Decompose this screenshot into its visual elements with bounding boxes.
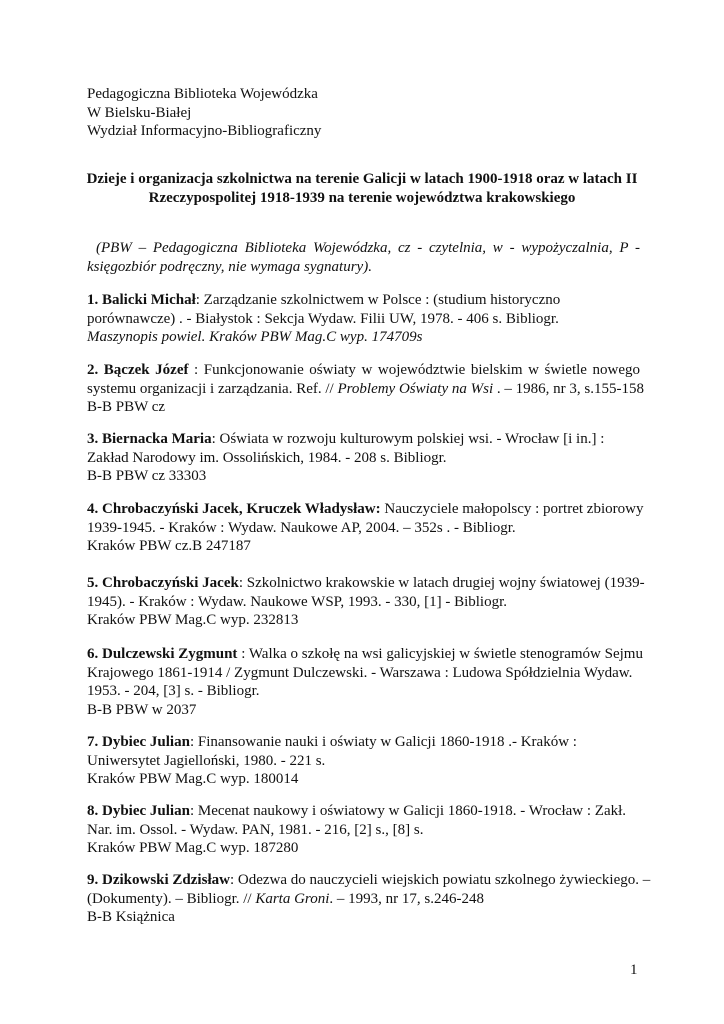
- entry-text: porównawcze) . - Białystok : Sekcja Wydaw. Filii UW, 1978. - 406 s. Bibliogr.: [87, 310, 559, 327]
- entry-author: 8. Dybiec Julian: [87, 803, 190, 819]
- bibliography-entry: [87, 733, 640, 789]
- entry-text: . – 1993, nr 17, s.246-248: [329, 890, 484, 907]
- bibliography-entry: [87, 291, 640, 347]
- entry-text: : Odezwa do nauczycieli wiejskich powiatu szkolnego żywieckiego. –: [229, 872, 651, 888]
- document-title: [60, 170, 664, 207]
- bibliography-entry: [87, 500, 644, 556]
- bibliography-entry: [87, 430, 640, 486]
- entry-location: B-B Książnica: [87, 909, 175, 925]
- entry-text: : Funkcjonowanie oświaty w województwie bielskim w świetle nowego: [188, 362, 640, 378]
- page-number: 1: [630, 962, 638, 978]
- note-line: (PBW – Pedagogiczna Biblioteka Wojewódzka, cz - czytelnia, w - wypożyczalnia, P -: [96, 240, 640, 256]
- entry-text: : Oświata w rozwoju kulturowym polskiej wsi. - Wrocław [i in.] :: [211, 431, 605, 447]
- header-line: Pedagogiczna Biblioteka Wojewódzka: [87, 86, 318, 102]
- entry-author: 1. Balicki Michał: [87, 292, 196, 308]
- entry-text: 1945). - Kraków : Wydaw. Naukowe WSP, 1993. - 330, [1] - Bibliogr.: [87, 593, 508, 610]
- entry-text: 1953. - 204, [3] s. - Bibliogr.: [87, 683, 260, 699]
- entry-location: Kraków PBW Mag.C wyp. 232813: [87, 612, 299, 628]
- note-line: księgozbiór podręczny, nie wymaga sygnatury).: [87, 258, 372, 275]
- entry-text: Uniwersytet Jagielloński, 1980. - 221 s.: [87, 752, 326, 769]
- entry-text: Nauczyciele małopolscy : portret zbiorowy: [380, 501, 644, 517]
- title-line: Rzeczypospolitej 1918-1939 na terenie województwa krakowskiego: [148, 189, 576, 206]
- header-line: Wydział Informacyjno-Bibliograficzny: [87, 123, 322, 139]
- entry-author: 5. Chrobaczyński Jacek: [87, 575, 239, 591]
- entry-text: : Mecenat naukowy i oświatowy w Galicji 1860-1918. - Wrocław : Zakł.: [189, 803, 627, 819]
- entry-text: : Walka o szkołę na wsi galicyjskiej w świetle stenogramów Sejmu: [237, 646, 643, 662]
- entry-author: 3. Biernacka Maria: [87, 431, 212, 447]
- entry-journal: Karta Groni: [255, 890, 330, 907]
- entry-author: 2. Bączek Józef: [87, 362, 189, 378]
- entry-location: B-B PBW cz 33303: [87, 468, 207, 484]
- bibliography-entry: [87, 645, 643, 719]
- entry-author: 4. Chrobaczyński Jacek, Kruczek Władysław:: [87, 501, 381, 517]
- entry-location: Kraków PBW Mag.C wyp. 187280: [87, 840, 299, 856]
- entry-location: Kraków PBW Mag.C wyp. 180014: [87, 771, 299, 787]
- entry-text: : Finansowanie nauki i oświaty w Galicji 1860-1918 .- Kraków :: [189, 734, 577, 750]
- entry-text: Krajowego 1861-1914 / Zygmunt Dulczewski. - Warszawa : Ludowa Spółdzielnia Wydaw.: [87, 664, 633, 681]
- entry-author: 9. Dzikowski Zdzisław: [87, 872, 230, 888]
- entry-location: B-B PBW w 2037: [87, 701, 197, 718]
- entry-author: 6. Dulczewski Zygmunt: [87, 646, 238, 662]
- abbreviation-note: [87, 239, 640, 276]
- entry-text: systemu organizacji i zarządzania. Ref. //: [87, 380, 338, 397]
- entry-text: Zakład Narodowy im. Ossolińskich, 1984. - 208 s. Bibliogr.: [87, 449, 447, 466]
- bibliography-entry: [87, 574, 645, 630]
- entry-text: : Szkolnictwo krakowskie w latach drugiej wojny światowej (1939-: [238, 575, 645, 591]
- entry-text: . – 1986, nr 3, s.155-158: [493, 380, 644, 397]
- title-line: Dzieje i organizacja szkolnictwa na terenie Galicji w latach 1900-1918 oraz w latach II: [86, 171, 638, 187]
- bibliography-entry: [87, 802, 640, 858]
- entry-text: (Dokumenty). – Bibliogr. //: [87, 890, 256, 907]
- entry-location: B-B PBW cz: [87, 399, 166, 415]
- entry-text: 1939-1945. - Kraków : Wydaw. Naukowe AP, 2004. – 352s . - Bibliogr.: [87, 519, 516, 536]
- entry-text: Nar. im. Ossol. - Wydaw. PAN, 1981. - 216, [2] s., [8] s.: [87, 821, 424, 838]
- entry-location: Maszynopis powiel. Kraków PBW Mag.C wyp. 174709s: [87, 329, 423, 345]
- header-line: W Bielsku-Białej: [87, 104, 192, 121]
- entry-journal: Problemy Oświaty na Wsi: [337, 380, 494, 397]
- bibliography-entry: [87, 871, 651, 927]
- entry-location: Kraków PBW cz.B 247187: [87, 538, 251, 554]
- entry-text: : Zarządzanie szkolnictwem w Polsce : (studium historyczno: [195, 292, 561, 308]
- entry-author: 7. Dybiec Julian: [87, 734, 190, 750]
- institution-header: [87, 85, 321, 141]
- bibliography-entry: [87, 361, 644, 417]
